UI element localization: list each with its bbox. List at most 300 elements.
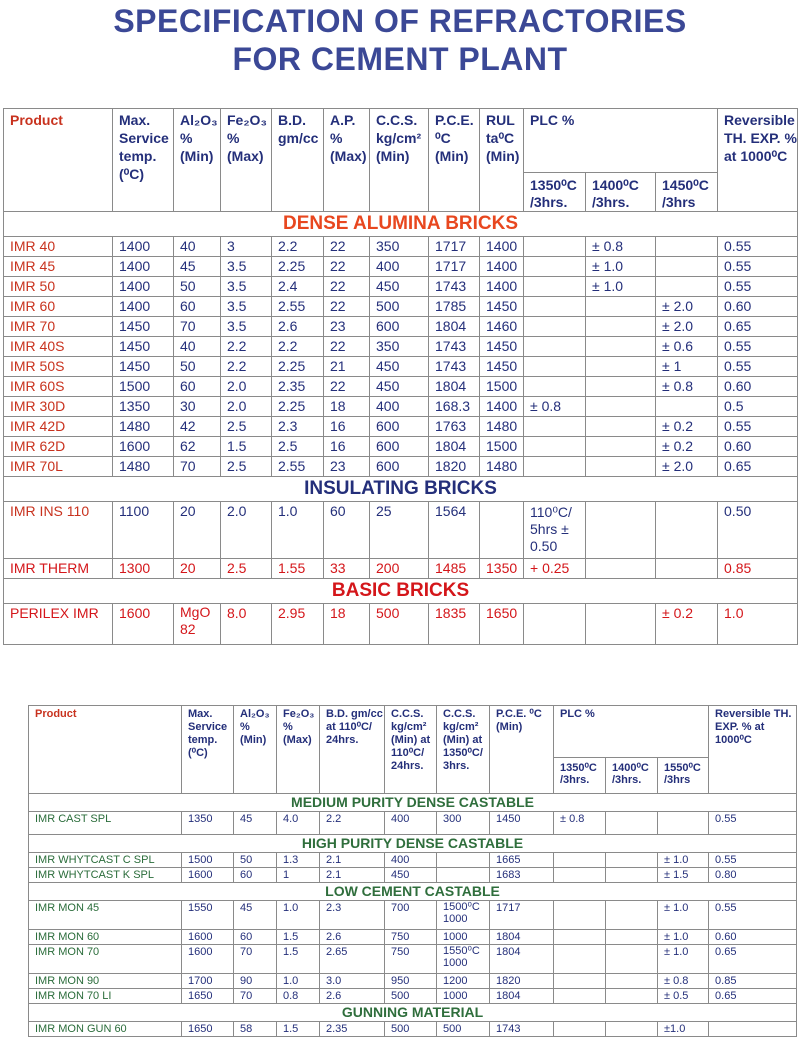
value-cell: 22 xyxy=(324,257,370,277)
table-row xyxy=(4,377,798,397)
value-cell: 500 xyxy=(437,1022,490,1037)
value-cell: 2.65 xyxy=(320,945,385,974)
header-fe2o3: Fe₂O₃ % (Max) xyxy=(221,109,272,212)
value-cell: 0.65 xyxy=(709,989,797,1004)
value-cell: 0.8 xyxy=(277,989,320,1004)
value-cell: 600 xyxy=(370,457,429,477)
value-cell: 1.0 xyxy=(277,901,320,930)
value-cell: 450 xyxy=(370,357,429,377)
value-cell: 1600 xyxy=(113,437,174,457)
value-cell xyxy=(437,868,490,883)
value-cell: 1804 xyxy=(490,930,554,945)
value-cell: 2.0 xyxy=(221,397,272,417)
value-cell: 3 xyxy=(221,237,272,257)
value-cell: 168.3 xyxy=(429,397,480,417)
value-cell: ± 0.8 xyxy=(554,812,606,835)
value-cell: 33 xyxy=(324,559,370,579)
value-cell: 1 xyxy=(277,868,320,883)
value-cell: 1650 xyxy=(182,989,234,1004)
table1-body xyxy=(4,212,798,645)
value-cell xyxy=(606,901,658,930)
value-cell: 70 xyxy=(174,457,221,477)
value-cell: ± 0.8 xyxy=(656,377,718,397)
value-cell: 400 xyxy=(385,853,437,868)
product-name-cell: IMR 70L xyxy=(4,457,113,477)
table-row xyxy=(4,357,798,377)
value-cell: 400 xyxy=(370,257,429,277)
table-row xyxy=(4,257,798,277)
value-cell xyxy=(524,357,586,377)
section-header-row xyxy=(29,794,797,812)
value-cell: 22 xyxy=(324,237,370,257)
value-cell xyxy=(524,437,586,457)
value-cell: 2.3 xyxy=(272,417,324,437)
value-cell xyxy=(586,357,656,377)
value-cell: 30 xyxy=(174,397,221,417)
value-cell: 50 xyxy=(234,853,277,868)
value-cell: 60 xyxy=(174,297,221,317)
value-cell xyxy=(656,502,718,559)
value-cell: 1460 xyxy=(480,317,524,337)
table-row xyxy=(4,417,798,437)
value-cell: 18 xyxy=(324,604,370,645)
value-cell: 40 xyxy=(174,337,221,357)
value-cell: 1835 xyxy=(429,604,480,645)
value-cell: 1665 xyxy=(490,853,554,868)
refractory-bricks-table xyxy=(3,108,798,645)
value-cell: 450 xyxy=(370,277,429,297)
product-name-cell: IMR MON 70 LI xyxy=(29,989,182,1004)
table-row xyxy=(4,317,798,337)
product-name-cell: PERILEX IMR xyxy=(4,604,113,645)
table-row xyxy=(4,604,798,645)
value-cell: 2.35 xyxy=(320,1022,385,1037)
value-cell: 2.55 xyxy=(272,457,324,477)
value-cell: 1650 xyxy=(182,1022,234,1037)
value-cell: 1600 xyxy=(182,945,234,974)
product-name-cell: IMR 62D xyxy=(4,437,113,457)
value-cell xyxy=(656,257,718,277)
value-cell: 45 xyxy=(174,257,221,277)
value-cell: 3.5 xyxy=(221,317,272,337)
value-cell: ±1.0 xyxy=(658,1022,709,1037)
value-cell: 25 xyxy=(370,502,429,559)
header-plc-1400: 1400⁰C /3hrs. xyxy=(586,173,656,212)
value-cell xyxy=(554,989,606,1004)
value-cell: 2.95 xyxy=(272,604,324,645)
value-cell xyxy=(554,974,606,989)
header-reversible-exp: Reversible TH. EXP. % at 1000⁰C xyxy=(718,109,798,212)
value-cell: 1480 xyxy=(480,417,524,437)
header-plc-1400: 1400⁰C /3hrs. xyxy=(606,758,658,794)
product-name-cell: IMR 50S xyxy=(4,357,113,377)
value-cell xyxy=(524,257,586,277)
value-cell: 1804 xyxy=(429,317,480,337)
value-cell: 1400 xyxy=(113,277,174,297)
value-cell xyxy=(586,297,656,317)
value-cell: 1.5 xyxy=(277,930,320,945)
value-cell: 600 xyxy=(370,437,429,457)
value-cell xyxy=(586,417,656,437)
value-cell: 1480 xyxy=(113,417,174,437)
value-cell: 600 xyxy=(370,417,429,437)
header-bd: B.D. gm/cc at 110⁰C/ 24hrs. xyxy=(320,706,385,794)
header-ccs: C.C.S. kg/cm² (Min) xyxy=(370,109,429,212)
table-row xyxy=(4,437,798,457)
header-pce: P.C.E. ⁰C (Min) xyxy=(490,706,554,794)
value-cell: 1.5 xyxy=(221,437,272,457)
value-cell: 1300 xyxy=(113,559,174,579)
table-row xyxy=(4,277,798,297)
header-ap: A.P. % (Max) xyxy=(324,109,370,212)
value-cell: 0.60 xyxy=(709,930,797,945)
value-cell: ± 2.0 xyxy=(656,457,718,477)
value-cell: ± 1.0 xyxy=(586,257,656,277)
value-cell: 45 xyxy=(234,812,277,835)
value-cell: ± 0.6 xyxy=(656,337,718,357)
value-cell: ± 1 xyxy=(656,357,718,377)
table-row xyxy=(29,901,797,930)
value-cell: 60 xyxy=(234,930,277,945)
value-cell: 2.2 xyxy=(221,357,272,377)
value-cell: 21 xyxy=(324,357,370,377)
section-header-row xyxy=(4,477,798,502)
table-row xyxy=(4,502,798,559)
value-cell: 0.65 xyxy=(709,945,797,974)
value-cell: 23 xyxy=(324,457,370,477)
value-cell: 1600 xyxy=(182,930,234,945)
value-cell xyxy=(554,853,606,868)
value-cell: 50 xyxy=(174,357,221,377)
value-cell: ± 2.0 xyxy=(656,317,718,337)
value-cell: 2.25 xyxy=(272,357,324,377)
value-cell: ± 0.8 xyxy=(658,974,709,989)
table-row xyxy=(29,974,797,989)
value-cell: 1480 xyxy=(480,457,524,477)
value-cell: 450 xyxy=(385,868,437,883)
header-plc: PLC % xyxy=(554,706,709,758)
value-cell: 500 xyxy=(385,1022,437,1037)
header-reversible-exp: Reversible TH. EXP. % at 1000⁰C xyxy=(709,706,797,794)
value-cell: ± 2.0 xyxy=(656,297,718,317)
value-cell: 1763 xyxy=(429,417,480,437)
value-cell: 1400 xyxy=(113,257,174,277)
value-cell: 60 xyxy=(234,868,277,883)
value-cell: 200 xyxy=(370,559,429,579)
product-name-cell: IMR 42D xyxy=(4,417,113,437)
value-cell xyxy=(524,337,586,357)
value-cell: 300 xyxy=(437,812,490,835)
value-cell xyxy=(554,945,606,974)
value-cell: 1.0 xyxy=(272,502,324,559)
value-cell: 2.35 xyxy=(272,377,324,397)
value-cell xyxy=(524,417,586,437)
value-cell: 1600 xyxy=(182,868,234,883)
value-cell: 2.2 xyxy=(221,337,272,357)
header-product: Product xyxy=(29,706,182,794)
value-cell: 22 xyxy=(324,337,370,357)
value-cell: 0.65 xyxy=(718,317,798,337)
table-row xyxy=(4,337,798,357)
table-row xyxy=(29,989,797,1004)
value-cell: 2.25 xyxy=(272,397,324,417)
value-cell: 1550⁰C 1000 xyxy=(437,945,490,974)
header-service-temp: Max. Service temp. (⁰C) xyxy=(113,109,174,212)
value-cell: 22 xyxy=(324,377,370,397)
value-cell: ± 1.0 xyxy=(586,277,656,297)
header-ccs-110: C.C.S. kg/cm² (Min) at 110⁰C/ 24hrs. xyxy=(385,706,437,794)
value-cell: 0.55 xyxy=(718,357,798,377)
castables-table xyxy=(28,705,797,1037)
product-name-cell: IMR 50 xyxy=(4,277,113,297)
value-cell xyxy=(586,437,656,457)
value-cell xyxy=(586,604,656,645)
value-cell: 2.6 xyxy=(320,930,385,945)
table-row xyxy=(29,853,797,868)
value-cell: 500 xyxy=(370,297,429,317)
value-cell: ± 1.0 xyxy=(658,930,709,945)
value-cell: 0.55 xyxy=(718,257,798,277)
value-cell: 1450 xyxy=(480,357,524,377)
value-cell xyxy=(586,317,656,337)
value-cell xyxy=(656,397,718,417)
value-cell: 2.5 xyxy=(221,417,272,437)
value-cell xyxy=(524,377,586,397)
product-name-cell: IMR WHYTCAST C SPL xyxy=(29,853,182,868)
product-name-cell: IMR 70 xyxy=(4,317,113,337)
value-cell xyxy=(606,853,658,868)
value-cell: 58 xyxy=(234,1022,277,1037)
value-cell: 2.5 xyxy=(221,559,272,579)
value-cell xyxy=(554,901,606,930)
value-cell xyxy=(554,1022,606,1037)
value-cell: 1785 xyxy=(429,297,480,317)
section-title: LOW CEMENT CASTABLE xyxy=(29,883,797,901)
value-cell: 1480 xyxy=(113,457,174,477)
value-cell: 1804 xyxy=(429,437,480,457)
page-title-line1: SPECIFICATION OF REFRACTORIES xyxy=(113,3,687,39)
value-cell: 1564 xyxy=(429,502,480,559)
product-name-cell: IMR 60 xyxy=(4,297,113,317)
value-cell xyxy=(524,297,586,317)
value-cell: 0.55 xyxy=(709,853,797,868)
value-cell: 1.0 xyxy=(277,974,320,989)
value-cell: 1717 xyxy=(429,257,480,277)
table-row xyxy=(29,812,797,835)
section-title: HIGH PURITY DENSE CASTABLE xyxy=(29,835,797,853)
value-cell xyxy=(606,1022,658,1037)
value-cell xyxy=(656,237,718,257)
value-cell: 3.0 xyxy=(320,974,385,989)
value-cell: 22 xyxy=(324,297,370,317)
value-cell: ± 0.2 xyxy=(656,437,718,457)
value-cell: 1550 xyxy=(182,901,234,930)
value-cell: 450 xyxy=(370,377,429,397)
value-cell: 0.50 xyxy=(718,502,798,559)
section-title: DENSE ALUMINA BRICKS xyxy=(4,212,798,237)
value-cell: 62 xyxy=(174,437,221,457)
value-cell: 1500 xyxy=(182,853,234,868)
value-cell: 2.6 xyxy=(320,989,385,1004)
product-name-cell: IMR MON 45 xyxy=(29,901,182,930)
value-cell: 1.3 xyxy=(277,853,320,868)
value-cell: ± 0.8 xyxy=(524,397,586,417)
value-cell: 16 xyxy=(324,437,370,457)
value-cell xyxy=(656,277,718,297)
value-cell: 0.60 xyxy=(718,377,798,397)
value-cell: 1400 xyxy=(480,397,524,417)
value-cell: 0.5 xyxy=(718,397,798,417)
value-cell xyxy=(524,604,586,645)
value-cell xyxy=(524,457,586,477)
product-name-cell: IMR 40S xyxy=(4,337,113,357)
value-cell: 350 xyxy=(370,237,429,257)
value-cell xyxy=(586,559,656,579)
value-cell: 2.55 xyxy=(272,297,324,317)
value-cell: 1400 xyxy=(480,257,524,277)
value-cell: + 0.25 xyxy=(524,559,586,579)
value-cell: 0.55 xyxy=(718,237,798,257)
value-cell: 2.0 xyxy=(221,377,272,397)
product-name-cell: IMR 30D xyxy=(4,397,113,417)
product-name-cell: IMR INS 110 xyxy=(4,502,113,559)
page-title-line2: FOR CEMENT PLANT xyxy=(232,41,568,77)
value-cell: 750 xyxy=(385,945,437,974)
value-cell: 1500⁰C 1000 xyxy=(437,901,490,930)
value-cell: ± 0.8 xyxy=(586,237,656,257)
section-header-row xyxy=(4,212,798,237)
product-name-cell: IMR MON 90 xyxy=(29,974,182,989)
product-name-cell: IMR MON 70 xyxy=(29,945,182,974)
value-cell: 2.1 xyxy=(320,868,385,883)
value-cell: 70 xyxy=(174,317,221,337)
value-cell: 60 xyxy=(324,502,370,559)
section-header-row xyxy=(4,579,798,604)
product-name-cell: IMR 40 xyxy=(4,237,113,257)
value-cell: 1500 xyxy=(480,437,524,457)
value-cell: 1804 xyxy=(490,989,554,1004)
value-cell: 0.60 xyxy=(718,297,798,317)
value-cell: 1000 xyxy=(437,989,490,1004)
header-product: Product xyxy=(4,109,113,212)
table2-body xyxy=(29,794,797,1037)
value-cell: 0.55 xyxy=(718,337,798,357)
value-cell: MgO 82 xyxy=(174,604,221,645)
value-cell: 2.1 xyxy=(320,853,385,868)
value-cell: 90 xyxy=(234,974,277,989)
value-cell: ± 1.0 xyxy=(658,945,709,974)
value-cell: 1450 xyxy=(480,337,524,357)
value-cell: 350 xyxy=(370,337,429,357)
value-cell: 2.4 xyxy=(272,277,324,297)
value-cell: 70 xyxy=(234,989,277,1004)
value-cell: 2.5 xyxy=(221,457,272,477)
value-cell: 1683 xyxy=(490,868,554,883)
header-plc-1550: 1550⁰C /3hrs xyxy=(658,758,709,794)
value-cell: 1400 xyxy=(480,277,524,297)
value-cell: 400 xyxy=(370,397,429,417)
header-plc-1350: 1350⁰C /3hrs. xyxy=(524,173,586,212)
value-cell: 1100 xyxy=(113,502,174,559)
value-cell xyxy=(586,377,656,397)
value-cell xyxy=(606,945,658,974)
value-cell: 22 xyxy=(324,277,370,297)
value-cell xyxy=(658,812,709,835)
value-cell xyxy=(524,277,586,297)
value-cell: 500 xyxy=(385,989,437,1004)
value-cell: 0.55 xyxy=(718,417,798,437)
table-row xyxy=(4,457,798,477)
section-header-row xyxy=(29,883,797,901)
value-cell: ± 0.5 xyxy=(658,989,709,1004)
product-name-cell: IMR MON 60 xyxy=(29,930,182,945)
value-cell: 2.0 xyxy=(221,502,272,559)
value-cell: 1500 xyxy=(113,377,174,397)
value-cell: 400 xyxy=(385,812,437,835)
value-cell: 1000 xyxy=(437,930,490,945)
value-cell xyxy=(586,457,656,477)
value-cell: 50 xyxy=(174,277,221,297)
value-cell xyxy=(554,930,606,945)
value-cell: 3.5 xyxy=(221,297,272,317)
section-title: BASIC BRICKS xyxy=(4,579,798,604)
value-cell: 1400 xyxy=(480,237,524,257)
value-cell: 500 xyxy=(370,604,429,645)
value-cell xyxy=(586,502,656,559)
value-cell: 1743 xyxy=(429,357,480,377)
value-cell: 23 xyxy=(324,317,370,337)
product-name-cell: IMR THERM xyxy=(4,559,113,579)
value-cell xyxy=(606,974,658,989)
header-rul: RUL ta⁰C (Min) xyxy=(480,109,524,212)
value-cell xyxy=(524,317,586,337)
value-cell: 1400 xyxy=(113,297,174,317)
value-cell: 8.0 xyxy=(221,604,272,645)
value-cell: 750 xyxy=(385,930,437,945)
value-cell: ± 1.5 xyxy=(658,868,709,883)
table-row xyxy=(4,559,798,579)
product-name-cell: IMR WHYTCAST K SPL xyxy=(29,868,182,883)
value-cell: 1.5 xyxy=(277,945,320,974)
value-cell: 20 xyxy=(174,502,221,559)
value-cell: ± 0.2 xyxy=(656,604,718,645)
section-title: GUNNING MATERIAL xyxy=(29,1004,797,1022)
table-row xyxy=(4,237,798,257)
value-cell: 40 xyxy=(174,237,221,257)
value-cell xyxy=(709,1022,797,1037)
value-cell: 1450 xyxy=(490,812,554,835)
value-cell: 600 xyxy=(370,317,429,337)
value-cell xyxy=(606,812,658,835)
value-cell: 110⁰C/ 5hrs ± 0.50 xyxy=(524,502,586,559)
value-cell: 1717 xyxy=(429,237,480,257)
value-cell: 1700 xyxy=(182,974,234,989)
value-cell: 1450 xyxy=(113,337,174,357)
product-name-cell: IMR 60S xyxy=(4,377,113,397)
value-cell: 45 xyxy=(234,901,277,930)
product-name-cell: IMR CAST SPL xyxy=(29,812,182,835)
value-cell: 1820 xyxy=(429,457,480,477)
value-cell: 1200 xyxy=(437,974,490,989)
header-al2o3: Al₂O₃ % (Min) xyxy=(174,109,221,212)
value-cell: 1350 xyxy=(182,812,234,835)
value-cell: 3.5 xyxy=(221,257,272,277)
value-cell: 700 xyxy=(385,901,437,930)
value-cell: 0.55 xyxy=(709,901,797,930)
value-cell: 1485 xyxy=(429,559,480,579)
value-cell: 1650 xyxy=(480,604,524,645)
value-cell: ± 0.2 xyxy=(656,417,718,437)
